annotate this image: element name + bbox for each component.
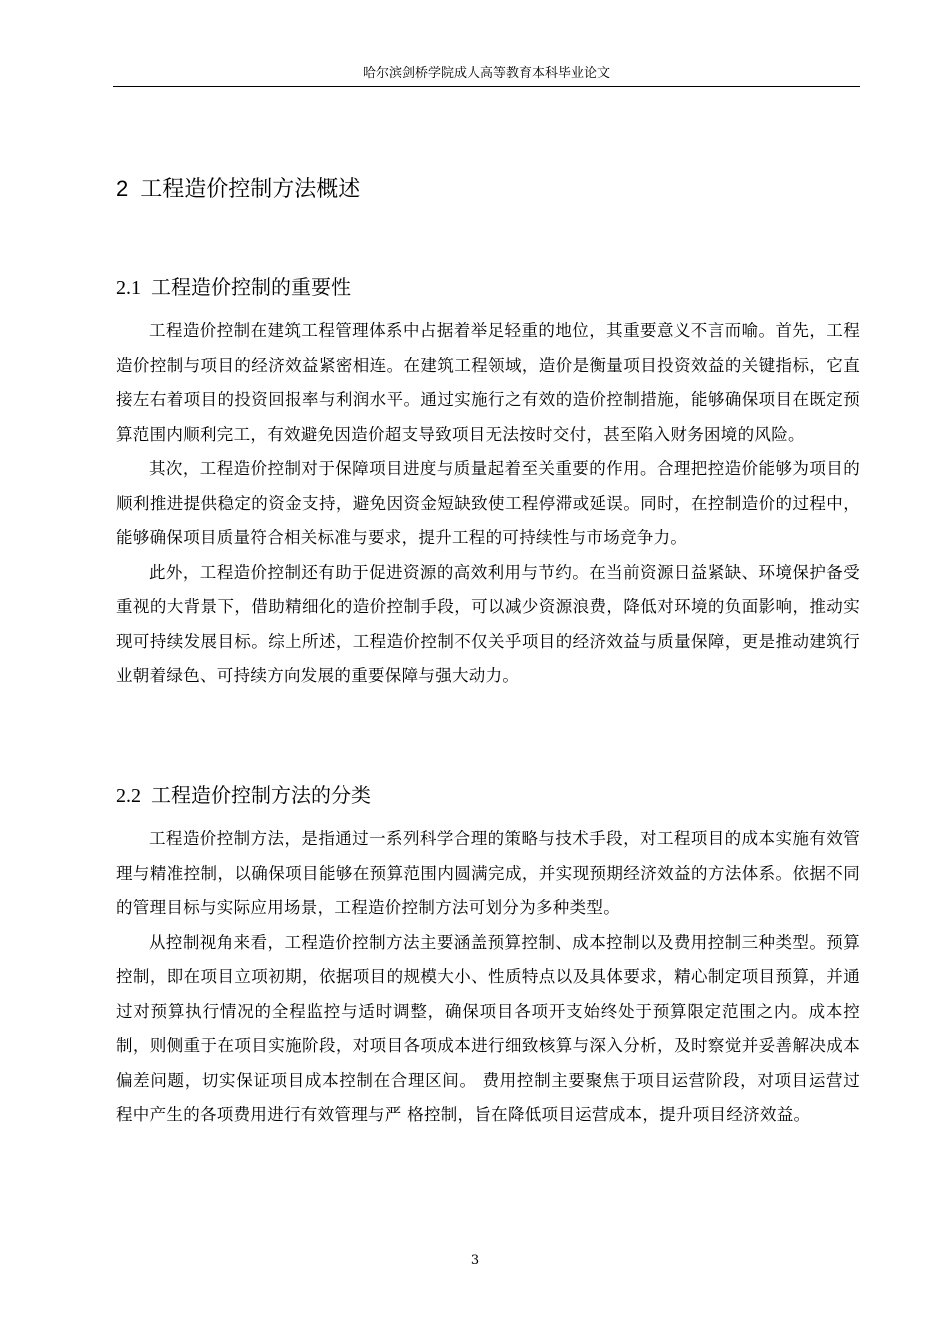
- section-title: 工程造价控制的重要性: [151, 275, 351, 299]
- chapter-title: 工程造价控制方法概述: [140, 177, 361, 202]
- paragraph: 其次，工程造价控制对于保障项目进度与质量起着至关重要的作用。合理把控造价能够为项目的顺利推进提供稳定的资金支持，避免因资金短缺致使工程停滞或延误。同时，在控制造价的过程中，能够确保项目质量符合相关标准与要求，提升工程的可持续性与市场竞争力。: [116, 459, 860, 547]
- section-body-2-2: [116, 822, 860, 1133]
- section-heading-2-2: [116, 780, 371, 811]
- paragraph: 工程造价控制在建筑工程管理体系中占据着举足轻重的地位，其重要意义不言而喻。首先，工程造价控制与项目的经济效益紧密相连。在建筑工程领域，造价是衡量项目投资效益的关键指标，它直接左右着项目的投资回报率与利润水平。通过实施行之有效的造价控制措施，能够确保项目在既定预算范围内顺利完工，有效避免因造价超支导致项目无法按时交付，甚至陷入财务困境的风险。: [116, 321, 860, 444]
- paragraph: 工程造价控制方法，是指通过一系列科学合理的策略与技术手段，对工程项目的成本实施有效管理与精准控制，以确保项目能够在预算范围内圆满完成，并实现预期经济效益的方法体系。依据不同的管理目标与实际应用场景，工程造价控制方法可划分为多种类型。: [116, 829, 860, 917]
- chapter-number: 2: [116, 176, 129, 201]
- chapter-heading: [116, 172, 360, 207]
- section-number: 2.1: [116, 277, 141, 299]
- running-header: 哈尔滨剑桥学院成人高等教育本科毕业论文: [362, 66, 610, 81]
- paragraph: 从控制视角来看，工程造价控制方法主要涵盖预算控制、成本控制以及费用控制三种类型。预算控制，即在项目立项初期，依据项目的规模大小、性质特点以及具体要求，精心制定项目预算，并通过对预算执行情况的全程监控与适时调整，确保项目各项开支始终处于预算限定范围之内。成本控制，则侧重于在项目实施阶段，对项目各项成本进行细致核算与深入分析，及时察觉并妥善解决成本偏差问题，切实保证项目成本控制在合理区间。 费用控制主要聚焦于项目运营阶段，对项目运营过程中产生的各项费用进行有效管理与严 格控制，旨在降低项目运营成本，提升项目经济效益。: [116, 932, 860, 1124]
- section-number: 2.2: [116, 785, 141, 807]
- section-title: 工程造价控制方法的分类: [151, 783, 371, 807]
- paragraph: 此外，工程造价控制还有助于促进资源的高效利用与节约。在当前资源日益紧缺、环境保护备受重视的大背景下，借助精细化的造价控制手段，可以减少资源浪费，降低对环境的负面影响，推动实现可持续发展目标。综上所述，工程造价控制不仅关乎项目的经济效益与质量保障，更是推动建筑行业朝着绿色、可持续方向发展的重要保障与强大动力。: [116, 562, 860, 685]
- page-number: 3: [470, 1253, 480, 1268]
- header-rule: [113, 86, 860, 87]
- section-heading-2-1: [116, 272, 351, 303]
- section-body-2-1: [116, 314, 860, 694]
